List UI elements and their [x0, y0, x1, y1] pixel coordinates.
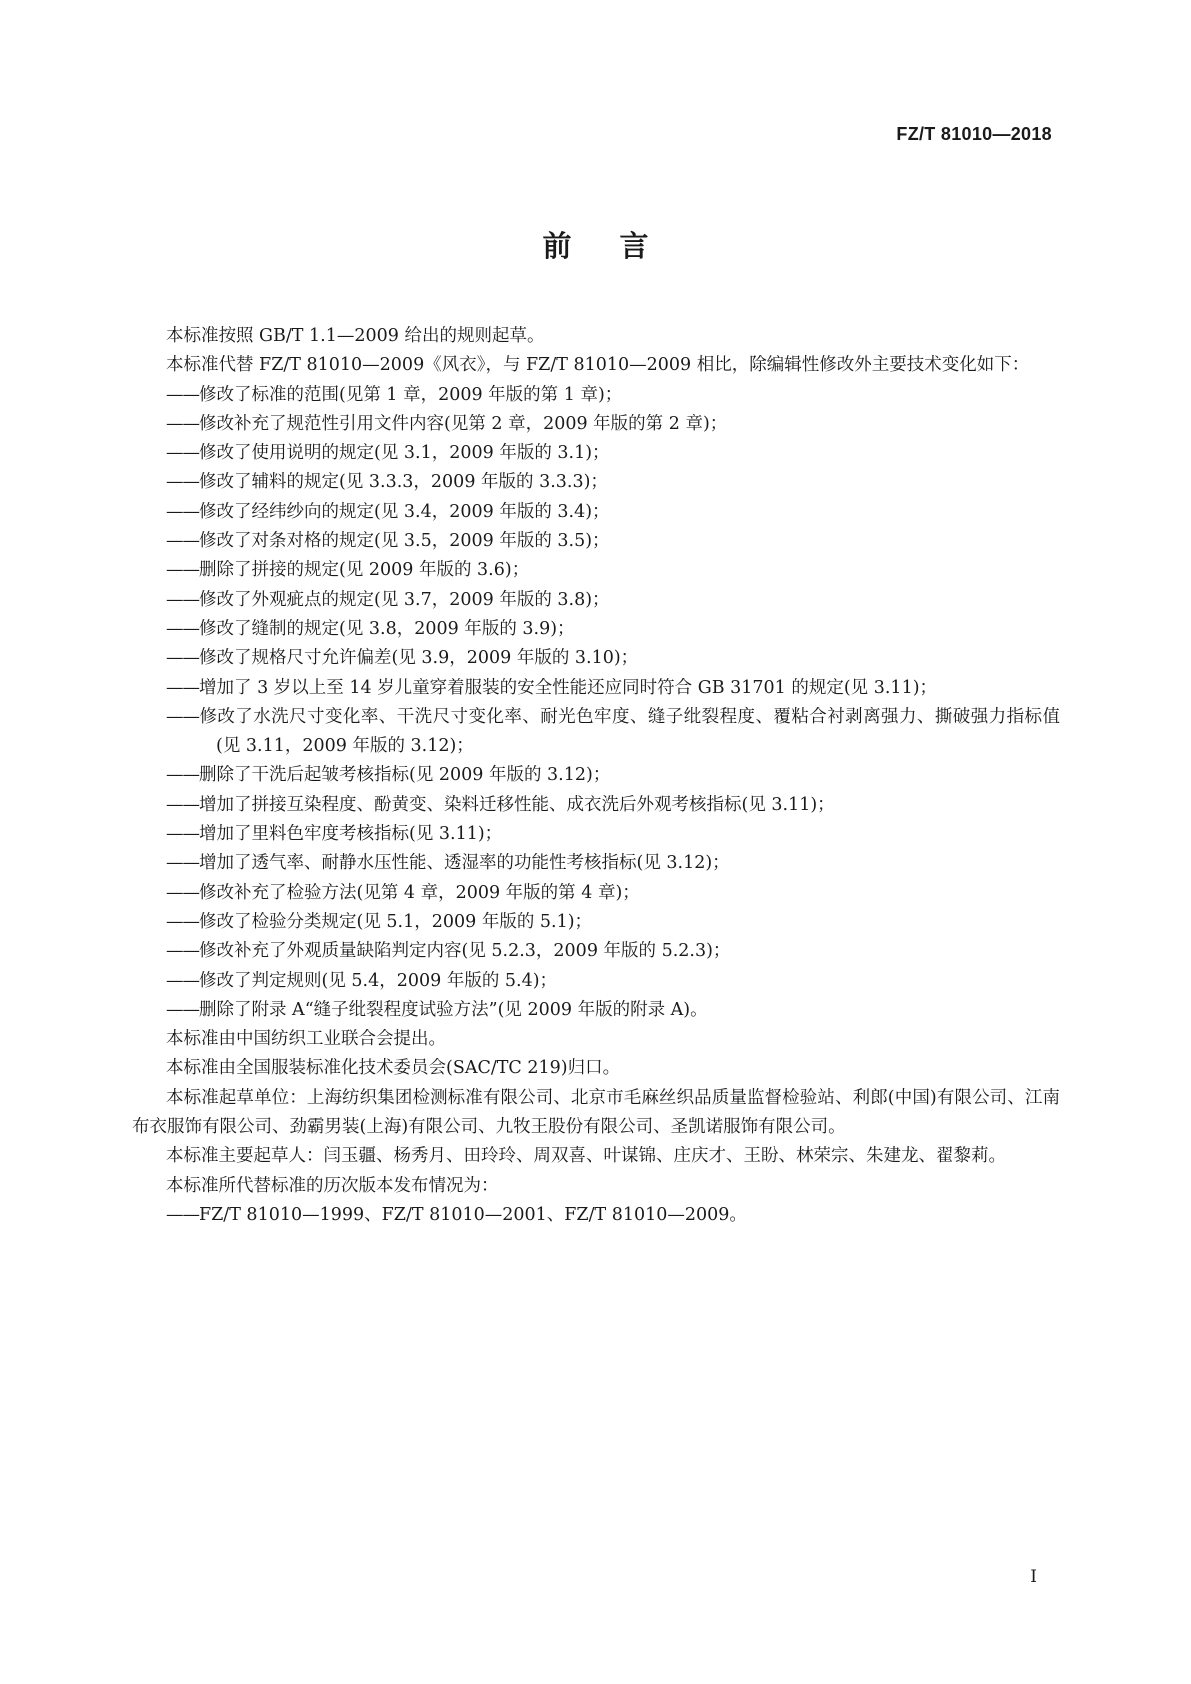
change-text: 删除了干洗后起皱考核指标(见 2009 年版的 3.12)；	[199, 765, 611, 786]
change-text: 修改了使用说明的规定(见 3.1，2009 年版的 3.1)；	[199, 443, 610, 464]
change-text: 删除了拼接的规定(见 2009 年版的 3.6)；	[199, 560, 530, 581]
change-text: 增加了透气率、耐静水压性能、透湿率的功能性考核指标(见 3.12)；	[199, 853, 730, 874]
dash-mark: ——	[166, 999, 199, 1020]
change-text: 修改了对条对格的规定(见 3.5，2009 年版的 3.5)；	[199, 531, 610, 552]
change-item	[132, 908, 1060, 937]
dash-mark: ——	[166, 706, 199, 727]
history-text: FZ/T 81010—1999、FZ/T 81010—2001、FZ/T 81010—2009。	[199, 1204, 747, 1225]
standard-code-header: FZ/T 81010—2018	[896, 124, 1052, 144]
change-item	[132, 849, 1060, 878]
dash-mark: ——	[166, 618, 199, 639]
foreword-body	[132, 322, 1060, 1230]
change-item	[132, 820, 1060, 849]
change-item	[132, 527, 1060, 556]
change-text: 增加了拼接互染程度、酚黄变、染料迁移性能、成衣洗后外观考核指标(见 3.11)；	[199, 794, 835, 815]
change-text: 修改了外观疵点的规定(见 3.7，2009 年版的 3.8)；	[199, 589, 610, 610]
change-item	[132, 967, 1060, 996]
change-text: 增加了里料色牢度考核指标(见 3.11)；	[199, 824, 503, 845]
change-text: 修改了辅料的规定(见 3.3.3，2009 年版的 3.3.3)；	[199, 472, 608, 493]
change-item	[132, 556, 1060, 585]
closing-paragraph: 本标准由全国服装标准化技术委员会(SAC/TC 219)归口。	[166, 1058, 621, 1079]
change-item	[132, 879, 1060, 908]
intro-paragraph: 本标准按照 GB/T 1.1—2009 给出的规则起草。	[166, 326, 545, 346]
change-item	[132, 381, 1060, 410]
dash-mark: ——	[166, 1204, 199, 1225]
page-title: 前言	[542, 229, 697, 263]
change-text: 修改了缝制的规定(见 3.8，2009 年版的 3.9)；	[199, 618, 575, 639]
dash-mark: ——	[166, 472, 199, 493]
dash-mark: ——	[166, 560, 199, 581]
change-item	[132, 644, 1060, 673]
change-text: 修改了检验分类规定(见 5.1，2009 年版的 5.1)；	[199, 911, 593, 932]
change-text: 修改了水洗尺寸变化率、干洗尺寸变化率、耐光色牢度、缝子纰裂程度、覆粘合衬剥离强力、撕破强力指标值(见 3.11，2009 年版的 3.12)；	[199, 706, 1060, 757]
dash-mark: ——	[166, 443, 199, 464]
change-item	[132, 410, 1060, 439]
change-item	[132, 674, 1060, 703]
change-item	[132, 791, 1060, 820]
dash-mark: ——	[166, 589, 199, 610]
change-text: 修改了标准的范围(见第 1 章，2009 年版的第 1 章)；	[199, 384, 623, 405]
dash-mark: ——	[166, 853, 199, 874]
change-item	[132, 439, 1060, 468]
change-item	[132, 498, 1060, 527]
intro-paragraph: 本标准代替 FZ/T 81010—2009《风衣》，与 FZ/T 81010—2009 相比，除编辑性修改外主要技术变化如下：	[166, 355, 1030, 376]
dash-mark: ——	[166, 824, 199, 845]
change-item	[132, 468, 1060, 497]
closing-paragraph: 本标准主要起草人：闫玉疆、杨秀月、田玲玲、周双喜、叶谋锦、庄庆才、王盼、林荣宗、朱建龙、翟黎莉。	[166, 1146, 1006, 1167]
page-number: I	[1030, 1567, 1037, 1587]
change-text: 增加了 3 岁以上至 14 岁儿童穿着服装的安全性能还应同时符合 GB 31701 的规定(见 3.11)；	[199, 677, 938, 698]
dash-mark: ——	[166, 882, 199, 903]
change-item	[132, 937, 1060, 966]
closing-paragraph: 本标准起草单位：上海纺织集团检测标准有限公司、北京市毛麻丝织品质量监督检验站、利郎(中国)有限公司、江南布衣服饰有限公司、劲霸男装(上海)有限公司、九牧王股份有限公司、圣凯诺服饰有限公司。	[132, 1087, 1060, 1138]
dash-mark: ——	[166, 911, 199, 932]
change-text: 删除了附录 A“缝子纰裂程度试验方法”(见 2009 年版的附录 A)。	[199, 999, 708, 1020]
changes-list	[132, 381, 1060, 1026]
closing-paragraph: 本标准由中国纺织工业联合会提出。	[166, 1029, 446, 1050]
change-text: 修改补充了规范性引用文件内容(见第 2 章，2009 年版的第 2 章)；	[199, 413, 728, 434]
change-text: 修改补充了检验方法(见第 4 章，2009 年版的第 4 章)；	[199, 882, 640, 903]
change-item	[132, 996, 1060, 1025]
change-item	[132, 703, 1060, 762]
change-text: 修改了经纬纱向的规定(见 3.4，2009 年版的 3.4)；	[199, 501, 610, 522]
dash-mark: ——	[166, 794, 199, 815]
dash-mark: ——	[166, 941, 199, 962]
change-item	[132, 615, 1060, 644]
dash-mark: ——	[166, 384, 199, 405]
change-item	[132, 761, 1060, 790]
history-item	[132, 1201, 1060, 1230]
dash-mark: ——	[166, 677, 199, 698]
change-text: 修改补充了外观质量缺陷判定内容(见 5.2.3，2009 年版的 5.2.3)；	[199, 941, 731, 962]
dash-mark: ——	[166, 765, 199, 786]
change-text: 修改了判定规则(见 5.4，2009 年版的 5.4)；	[199, 970, 558, 991]
dash-mark: ——	[166, 648, 199, 669]
closing-paragraph: 本标准所代替标准的历次版本发布情况为：	[166, 1175, 499, 1196]
dash-mark: ——	[166, 501, 199, 522]
dash-mark: ——	[166, 970, 199, 991]
dash-mark: ——	[166, 413, 199, 434]
change-item	[132, 586, 1060, 615]
change-text: 修改了规格尺寸允许偏差(见 3.9，2009 年版的 3.10)；	[199, 648, 639, 669]
dash-mark: ——	[166, 531, 199, 552]
